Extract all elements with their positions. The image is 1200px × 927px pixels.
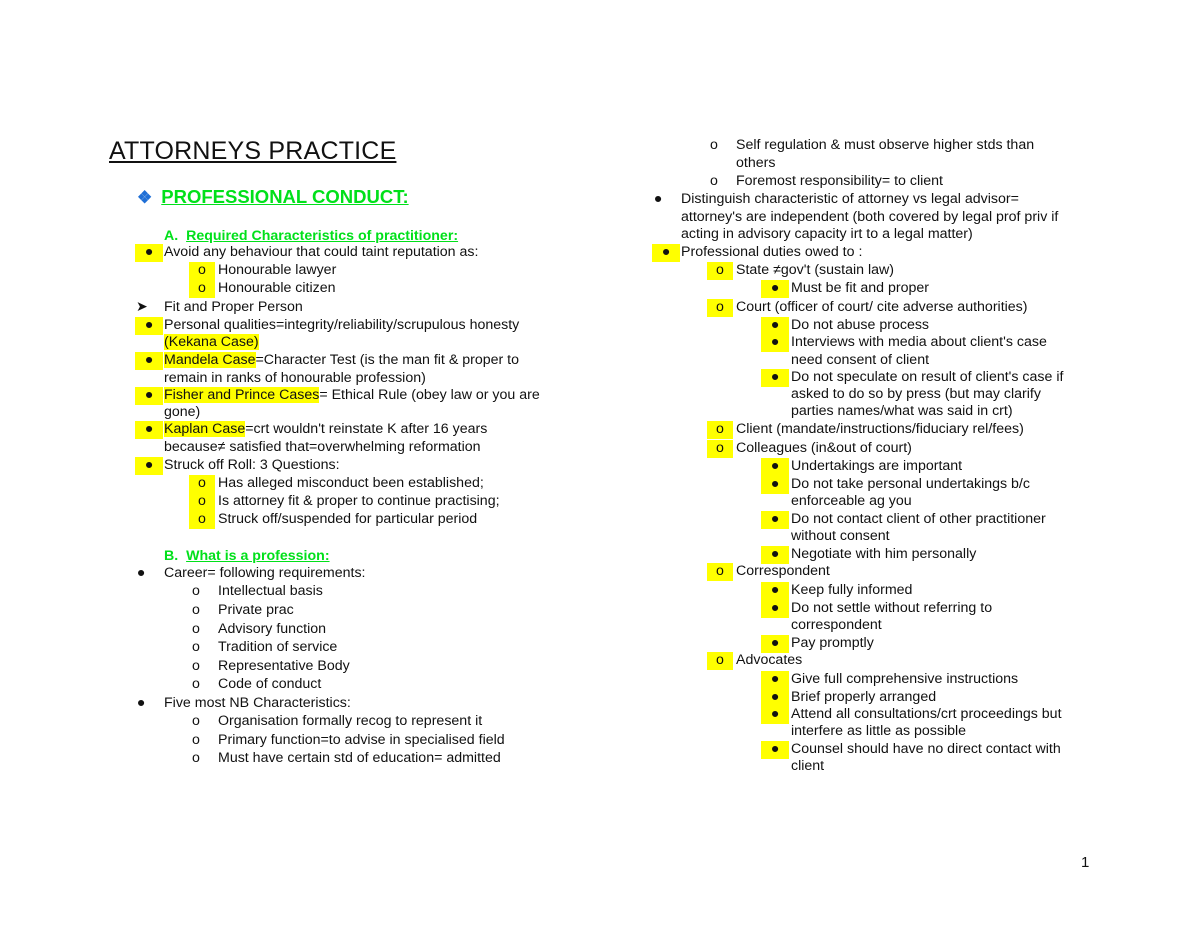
list-item: Court (officer of court/ cite adverse authorities) xyxy=(736,299,1028,315)
circle-bullet-icon: o xyxy=(707,262,733,280)
subheading-b-letter: B. xyxy=(164,548,179,564)
circle-bullet-icon: o xyxy=(192,750,200,766)
list-item: Must be fit and proper xyxy=(791,280,930,296)
list-item-continuation: correspondent xyxy=(791,617,882,633)
list-item-text: =Character Test (is the man fit & proper to xyxy=(255,352,520,368)
section-heading-label: PROFESSIONAL CONDUCT: xyxy=(161,186,409,207)
diamond-bullet-icon: ❖ xyxy=(137,188,153,207)
circle-bullet-icon: o xyxy=(189,280,215,298)
list-item: State ≠gov't (sustain law) xyxy=(736,262,894,278)
list-item: Do not take personal undertakings b/c xyxy=(791,476,1030,492)
list-item-continuation: parties names/what was said in crt) xyxy=(791,403,1013,419)
circle-bullet-icon: o xyxy=(710,137,718,153)
list-item: Has alleged misconduct been established; xyxy=(218,475,484,491)
list-item: Advocates xyxy=(736,652,803,668)
list-item: Career= following requirements: xyxy=(164,565,366,581)
list-item: Counsel should have no direct contact with xyxy=(791,741,1061,757)
arrow-bullet-icon: ➤ xyxy=(136,299,148,315)
bullet-icon: ● xyxy=(761,317,789,335)
list-item: Correspondent xyxy=(736,563,830,579)
list-item: Do not contact client of other practitioner xyxy=(791,511,1046,527)
circle-bullet-icon: o xyxy=(710,173,718,189)
bullet-icon: ● xyxy=(761,600,789,618)
bullet-icon: ● xyxy=(135,352,163,370)
circle-bullet-icon: o xyxy=(192,639,200,655)
bullet-icon: ● xyxy=(761,369,789,387)
bullet-icon: ● xyxy=(653,191,663,207)
circle-bullet-icon: o xyxy=(192,676,200,692)
list-item: Brief properly arranged xyxy=(791,689,937,705)
list-item: Keep fully informed xyxy=(791,582,913,598)
list-item: Primary function=to advise in specialised field xyxy=(218,732,505,748)
list-item: Self regulation & must observe higher stds than xyxy=(736,137,1035,153)
subheading-a-letter: A. xyxy=(164,228,179,244)
list-item: Private prac xyxy=(218,602,294,618)
list-item: Foremost responsibility= to client xyxy=(736,173,943,189)
bullet-icon: ● xyxy=(761,334,789,352)
list-item-continuation: asked to do so by press (but may clarify xyxy=(791,386,1041,402)
list-item: Professional duties owed to : xyxy=(681,244,863,260)
list-item-text: =crt wouldn't reinstate K after 16 years xyxy=(245,421,488,437)
list-item-continuation: need consent of client xyxy=(791,352,930,368)
circle-bullet-icon: o xyxy=(707,652,733,670)
list-item: Intellectual basis xyxy=(218,583,323,599)
section-heading xyxy=(137,186,409,208)
circle-bullet-icon: o xyxy=(189,262,215,280)
circle-bullet-icon: o xyxy=(192,583,200,599)
list-item: Representative Body xyxy=(218,658,350,674)
bullet-icon: ● xyxy=(761,458,789,476)
list-item: Struck off Roll: 3 Questions: xyxy=(164,457,340,473)
case-highlight: Kaplan Case xyxy=(164,421,246,437)
bullet-icon: ● xyxy=(652,244,680,262)
list-item: Struck off/suspended for particular period xyxy=(218,511,478,527)
list-item: Is attorney fit & proper to continue practising; xyxy=(218,493,500,509)
list-item: Fit and Proper Person xyxy=(164,299,303,315)
list-item-continuation: gone) xyxy=(164,404,201,420)
bullet-icon: ● xyxy=(761,706,789,724)
case-highlight: (Kekana Case) xyxy=(164,334,259,350)
bullet-icon: ● xyxy=(761,689,789,707)
list-item xyxy=(164,352,519,370)
circle-bullet-icon: o xyxy=(192,713,200,729)
bullet-icon: ● xyxy=(136,565,146,581)
list-item-continuation: without consent xyxy=(791,528,890,544)
bullet-icon: ● xyxy=(135,421,163,439)
list-item: Code of conduct xyxy=(218,676,322,692)
list-item-continuation: interfere as little as possible xyxy=(791,723,967,739)
bullet-icon: ● xyxy=(761,280,789,298)
list-item: Distinguish characteristic of attorney vs legal advisor= xyxy=(681,191,1019,207)
bullet-icon: ● xyxy=(761,582,789,600)
case-highlight: Mandela Case xyxy=(164,352,256,368)
list-item xyxy=(164,387,540,405)
circle-bullet-icon: o xyxy=(707,299,733,317)
bullet-icon: ● xyxy=(761,741,789,759)
circle-bullet-icon: o xyxy=(192,621,200,637)
circle-bullet-icon: o xyxy=(189,475,215,493)
circle-bullet-icon: o xyxy=(192,732,200,748)
list-item: Undertakings are important xyxy=(791,458,963,474)
bullet-icon: ● xyxy=(135,387,163,405)
circle-bullet-icon: o xyxy=(707,563,733,581)
bullet-icon: ● xyxy=(761,476,789,494)
page-title: ATTORNEYS PRACTICE xyxy=(109,137,397,165)
circle-bullet-icon: o xyxy=(192,602,200,618)
list-item-continuation xyxy=(164,334,259,352)
list-item: Organisation formally recog to represent it xyxy=(218,713,483,729)
list-item: Tradition of service xyxy=(218,639,338,655)
list-item: Advisory function xyxy=(218,621,327,637)
list-item: Five most NB Characteristics: xyxy=(164,695,351,711)
page-number: 1 xyxy=(1081,854,1090,871)
bullet-icon: ● xyxy=(135,317,163,335)
list-item: Do not speculate on result of client's case if xyxy=(791,369,1064,385)
subheading-b-title: What is a profession: xyxy=(186,548,330,564)
list-item-continuation: attorney's are independent (both covered by legal prof priv if xyxy=(681,209,1059,225)
bullet-icon: ● xyxy=(761,671,789,689)
list-item: Client (mandate/instructions/fiduciary rel/fees) xyxy=(736,421,1024,437)
list-item: Do not abuse process xyxy=(791,317,930,333)
bullet-icon: ● xyxy=(135,457,163,475)
bullet-icon: ● xyxy=(135,244,163,262)
list-item: Must have certain std of education= admitted xyxy=(218,750,501,766)
list-item: Attend all consultations/crt proceedings but xyxy=(791,706,1062,722)
list-item: Honourable citizen xyxy=(218,280,336,296)
list-item-continuation: enforceable ag you xyxy=(791,493,912,509)
list-item: Honourable lawyer xyxy=(218,262,337,278)
list-item-continuation: client xyxy=(791,758,825,774)
list-item-continuation: others xyxy=(736,155,776,171)
case-highlight: Fisher and Prince Cases xyxy=(164,387,320,403)
bullet-icon: ● xyxy=(761,546,789,564)
list-item: Negotiate with him personally xyxy=(791,546,977,562)
bullet-icon: ● xyxy=(761,635,789,653)
list-item: Avoid any behaviour that could taint reputation as: xyxy=(164,244,479,260)
subheading-b xyxy=(164,548,330,564)
list-item: Personal qualities=integrity/reliability/scrupulous honesty xyxy=(164,317,520,333)
list-item-text: = Ethical Rule (obey law or you are xyxy=(319,387,540,403)
circle-bullet-icon: o xyxy=(192,658,200,674)
list-item: Do not settle without referring to xyxy=(791,600,993,616)
list-item-continuation: remain in ranks of honourable profession) xyxy=(164,370,426,386)
circle-bullet-icon: o xyxy=(707,440,733,458)
list-item: Pay promptly xyxy=(791,635,874,651)
list-item: Colleagues (in&out of court) xyxy=(736,440,912,456)
list-item: Interviews with media about client's case xyxy=(791,334,1047,350)
circle-bullet-icon: o xyxy=(189,511,215,529)
subheading-a xyxy=(164,228,458,244)
bullet-icon: ● xyxy=(761,511,789,529)
subheading-a-title: Required Characteristics of practitioner: xyxy=(186,228,459,244)
list-item: Give full comprehensive instructions xyxy=(791,671,1019,687)
circle-bullet-icon: o xyxy=(189,493,215,511)
list-item-continuation: because≠ satisfied that=overwhelming reformation xyxy=(164,439,481,455)
circle-bullet-icon: o xyxy=(707,421,733,439)
bullet-icon: ● xyxy=(136,695,146,711)
list-item xyxy=(164,421,487,439)
list-item-continuation: acting in advisory capacity irt to a legal matter) xyxy=(681,226,973,242)
